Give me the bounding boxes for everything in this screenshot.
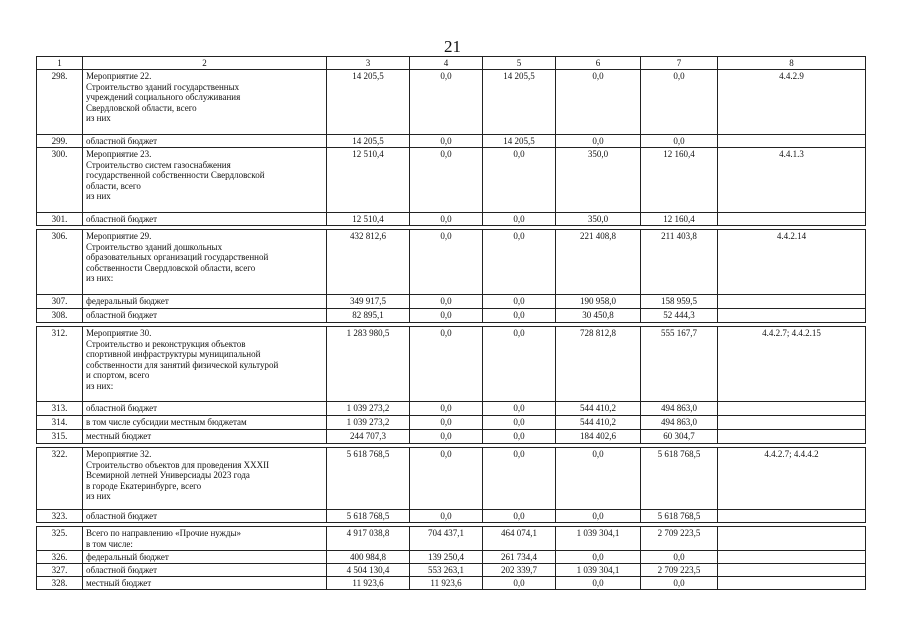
cell-col-5: 0,0 xyxy=(483,327,556,402)
cell-total: 12 510,4 xyxy=(327,213,410,226)
cell-col-4: 0,0 xyxy=(410,135,483,148)
cell-col-7: 158 959,5 xyxy=(641,295,718,309)
table-row xyxy=(37,309,866,323)
cell-col-4: 11 923,6 xyxy=(410,577,483,590)
row-number: 301. xyxy=(37,213,83,226)
table-row xyxy=(37,577,866,590)
table-row xyxy=(37,564,866,577)
cell-col-4: 0,0 xyxy=(410,448,483,510)
cell-col-7: 52 444,3 xyxy=(641,309,718,323)
row-number: 308. xyxy=(37,309,83,323)
cell-target-ref xyxy=(718,551,866,564)
cell-col-6: 30 450,8 xyxy=(556,309,641,323)
item-name: Мероприятие 23. Строительство систем газоснабжения государственной собственности Свердловской области, всего из них xyxy=(83,148,327,213)
cell-col-4: 0,0 xyxy=(410,416,483,430)
item-name: местный бюджет xyxy=(83,577,327,590)
cell-col-6: 1 039 304,1 xyxy=(556,564,641,577)
item-name: областной бюджет xyxy=(83,135,327,148)
cell-col-5: 0,0 xyxy=(483,510,556,523)
cell-col-5: 0,0 xyxy=(483,213,556,226)
cell-col-7: 5 618 768,5 xyxy=(641,510,718,523)
cell-col-5: 0,0 xyxy=(483,416,556,430)
cell-col-4: 0,0 xyxy=(410,213,483,226)
cell-total: 5 618 768,5 xyxy=(327,448,410,510)
cell-col-6: 0,0 xyxy=(556,70,641,135)
cell-target-ref: 4.4.2.7; 4.4.2.15 xyxy=(718,327,866,402)
budget-table xyxy=(36,56,866,590)
table-row xyxy=(37,295,866,309)
cell-total: 1 039 273,2 xyxy=(327,416,410,430)
column-header-row xyxy=(37,57,866,70)
item-name: Мероприятие 32. Строительство объектов для проведения XXXII Всемирной летней Универсиады 2023 года в городе Екатеринбурге, всего из них xyxy=(83,448,327,510)
cell-total: 4 917 038,8 xyxy=(327,527,410,551)
cell-col-6: 184 402,6 xyxy=(556,430,641,444)
table-row xyxy=(37,448,866,510)
cell-col-7: 0,0 xyxy=(641,70,718,135)
cell-col-7: 0,0 xyxy=(641,135,718,148)
row-number: 327. xyxy=(37,564,83,577)
cell-col-5: 0,0 xyxy=(483,448,556,510)
row-number: 326. xyxy=(37,551,83,564)
cell-target-ref xyxy=(718,527,866,551)
table-row xyxy=(37,230,866,295)
cell-target-ref: 4.4.2.9 xyxy=(718,70,866,135)
table-row xyxy=(37,70,866,135)
item-name: Всего по направлению «Прочие нужды» в том числе: xyxy=(83,527,327,551)
cell-col-7: 2 709 223,5 xyxy=(641,564,718,577)
item-name: областной бюджет xyxy=(83,510,327,523)
cell-col-5: 14 205,5 xyxy=(483,70,556,135)
table-row xyxy=(37,551,866,564)
table-row xyxy=(37,148,866,213)
cell-total: 1 039 273,2 xyxy=(327,402,410,416)
item-name: федеральный бюджет xyxy=(83,295,327,309)
cell-total: 1 283 980,5 xyxy=(327,327,410,402)
row-number: 314. xyxy=(37,416,83,430)
column-header: 4 xyxy=(410,57,483,70)
cell-col-7: 0,0 xyxy=(641,551,718,564)
cell-col-5: 0,0 xyxy=(483,309,556,323)
cell-target-ref: 4.4.2.14 xyxy=(718,230,866,295)
cell-col-6: 190 958,0 xyxy=(556,295,641,309)
cell-col-5: 14 205,5 xyxy=(483,135,556,148)
item-name: Мероприятие 29. Строительство зданий дошкольных образовательных организаций государственной собственности Свердловской области, всего из них: xyxy=(83,230,327,295)
column-header: 3 xyxy=(327,57,410,70)
cell-col-7: 494 863,0 xyxy=(641,402,718,416)
cell-col-6: 221 408,8 xyxy=(556,230,641,295)
cell-col-6: 544 410,2 xyxy=(556,416,641,430)
cell-total: 11 923,6 xyxy=(327,577,410,590)
cell-col-5: 0,0 xyxy=(483,230,556,295)
row-number: 328. xyxy=(37,577,83,590)
cell-target-ref xyxy=(718,577,866,590)
cell-total: 244 707,3 xyxy=(327,430,410,444)
cell-total: 4 504 130,4 xyxy=(327,564,410,577)
cell-col-6: 0,0 xyxy=(556,577,641,590)
cell-col-5: 0,0 xyxy=(483,430,556,444)
cell-col-5: 0,0 xyxy=(483,295,556,309)
cell-col-5: 0,0 xyxy=(483,402,556,416)
table-row xyxy=(37,327,866,402)
item-name: областной бюджет xyxy=(83,564,327,577)
cell-col-4: 0,0 xyxy=(410,309,483,323)
cell-col-7: 555 167,7 xyxy=(641,327,718,402)
cell-col-7: 12 160,4 xyxy=(641,148,718,213)
cell-target-ref xyxy=(718,564,866,577)
item-name: в том числе субсидии местным бюджетам xyxy=(83,416,327,430)
row-number: 315. xyxy=(37,430,83,444)
cell-col-6: 350,0 xyxy=(556,148,641,213)
table-row xyxy=(37,527,866,551)
column-header: 1 xyxy=(37,57,83,70)
cell-col-7: 211 403,8 xyxy=(641,230,718,295)
column-header: 6 xyxy=(556,57,641,70)
item-name: областной бюджет xyxy=(83,402,327,416)
cell-total: 14 205,5 xyxy=(327,135,410,148)
item-name: Мероприятие 30. Строительство и реконструкция объектов спортивной инфраструктуры муниципальной собственности для занятий физической культурой и спортом, всего из них: xyxy=(83,327,327,402)
cell-target-ref xyxy=(718,135,866,148)
table-row xyxy=(37,213,866,226)
cell-col-6: 728 812,8 xyxy=(556,327,641,402)
cell-col-6: 350,0 xyxy=(556,213,641,226)
item-name: областной бюджет xyxy=(83,213,327,226)
cell-col-6: 0,0 xyxy=(556,510,641,523)
cell-target-ref xyxy=(718,416,866,430)
row-number: 325. xyxy=(37,527,83,551)
cell-col-4: 139 250,4 xyxy=(410,551,483,564)
row-number: 300. xyxy=(37,148,83,213)
cell-total: 5 618 768,5 xyxy=(327,510,410,523)
cell-col-6: 1 039 304,1 xyxy=(556,527,641,551)
column-header: 2 xyxy=(83,57,327,70)
cell-col-4: 0,0 xyxy=(410,402,483,416)
cell-total: 400 984,8 xyxy=(327,551,410,564)
row-number: 307. xyxy=(37,295,83,309)
cell-target-ref xyxy=(718,402,866,416)
cell-col-4: 0,0 xyxy=(410,430,483,444)
table-row xyxy=(37,416,866,430)
cell-col-7: 0,0 xyxy=(641,577,718,590)
item-name: федеральный бюджет xyxy=(83,551,327,564)
column-header: 7 xyxy=(641,57,718,70)
row-number: 298. xyxy=(37,70,83,135)
page-number: 21 xyxy=(444,37,461,56)
cell-col-6: 0,0 xyxy=(556,135,641,148)
cell-target-ref xyxy=(718,430,866,444)
row-number: 299. xyxy=(37,135,83,148)
table-row xyxy=(37,430,866,444)
cell-col-5: 261 734,4 xyxy=(483,551,556,564)
cell-col-7: 5 618 768,5 xyxy=(641,448,718,510)
cell-target-ref xyxy=(718,213,866,226)
item-name: местный бюджет xyxy=(83,430,327,444)
cell-col-7: 494 863,0 xyxy=(641,416,718,430)
cell-col-5: 0,0 xyxy=(483,577,556,590)
row-number: 312. xyxy=(37,327,83,402)
cell-target-ref xyxy=(718,295,866,309)
cell-target-ref xyxy=(718,510,866,523)
cell-target-ref: 4.4.2.7; 4.4.4.2 xyxy=(718,448,866,510)
cell-col-6: 0,0 xyxy=(556,551,641,564)
cell-col-4: 553 263,1 xyxy=(410,564,483,577)
column-header: 8 xyxy=(718,57,866,70)
cell-target-ref: 4.4.1.3 xyxy=(718,148,866,213)
cell-col-7: 2 709 223,5 xyxy=(641,527,718,551)
cell-col-4: 0,0 xyxy=(410,295,483,309)
cell-col-5: 464 074,1 xyxy=(483,527,556,551)
row-number: 323. xyxy=(37,510,83,523)
cell-total: 432 812,6 xyxy=(327,230,410,295)
cell-col-7: 12 160,4 xyxy=(641,213,718,226)
cell-total: 14 205,5 xyxy=(327,70,410,135)
row-number: 313. xyxy=(37,402,83,416)
cell-col-5: 202 339,7 xyxy=(483,564,556,577)
cell-total: 349 917,5 xyxy=(327,295,410,309)
table-body xyxy=(37,57,866,590)
column-header: 5 xyxy=(483,57,556,70)
cell-col-4: 0,0 xyxy=(410,327,483,402)
cell-col-7: 60 304,7 xyxy=(641,430,718,444)
item-name: областной бюджет xyxy=(83,309,327,323)
row-number: 306. xyxy=(37,230,83,295)
cell-col-4: 704 437,1 xyxy=(410,527,483,551)
item-name: Мероприятие 22. Строительство зданий государственных учреждений социального обслуживания Свердловской области, всего из них xyxy=(83,70,327,135)
cell-col-4: 0,0 xyxy=(410,230,483,295)
cell-target-ref xyxy=(718,309,866,323)
cell-col-6: 544 410,2 xyxy=(556,402,641,416)
cell-total: 82 895,1 xyxy=(327,309,410,323)
cell-total: 12 510,4 xyxy=(327,148,410,213)
table-row xyxy=(37,135,866,148)
cell-col-4: 0,0 xyxy=(410,148,483,213)
cell-col-6: 0,0 xyxy=(556,448,641,510)
cell-col-4: 0,0 xyxy=(410,510,483,523)
table-row xyxy=(37,402,866,416)
cell-col-4: 0,0 xyxy=(410,70,483,135)
table-row xyxy=(37,510,866,523)
cell-col-5: 0,0 xyxy=(483,148,556,213)
row-number: 322. xyxy=(37,448,83,510)
